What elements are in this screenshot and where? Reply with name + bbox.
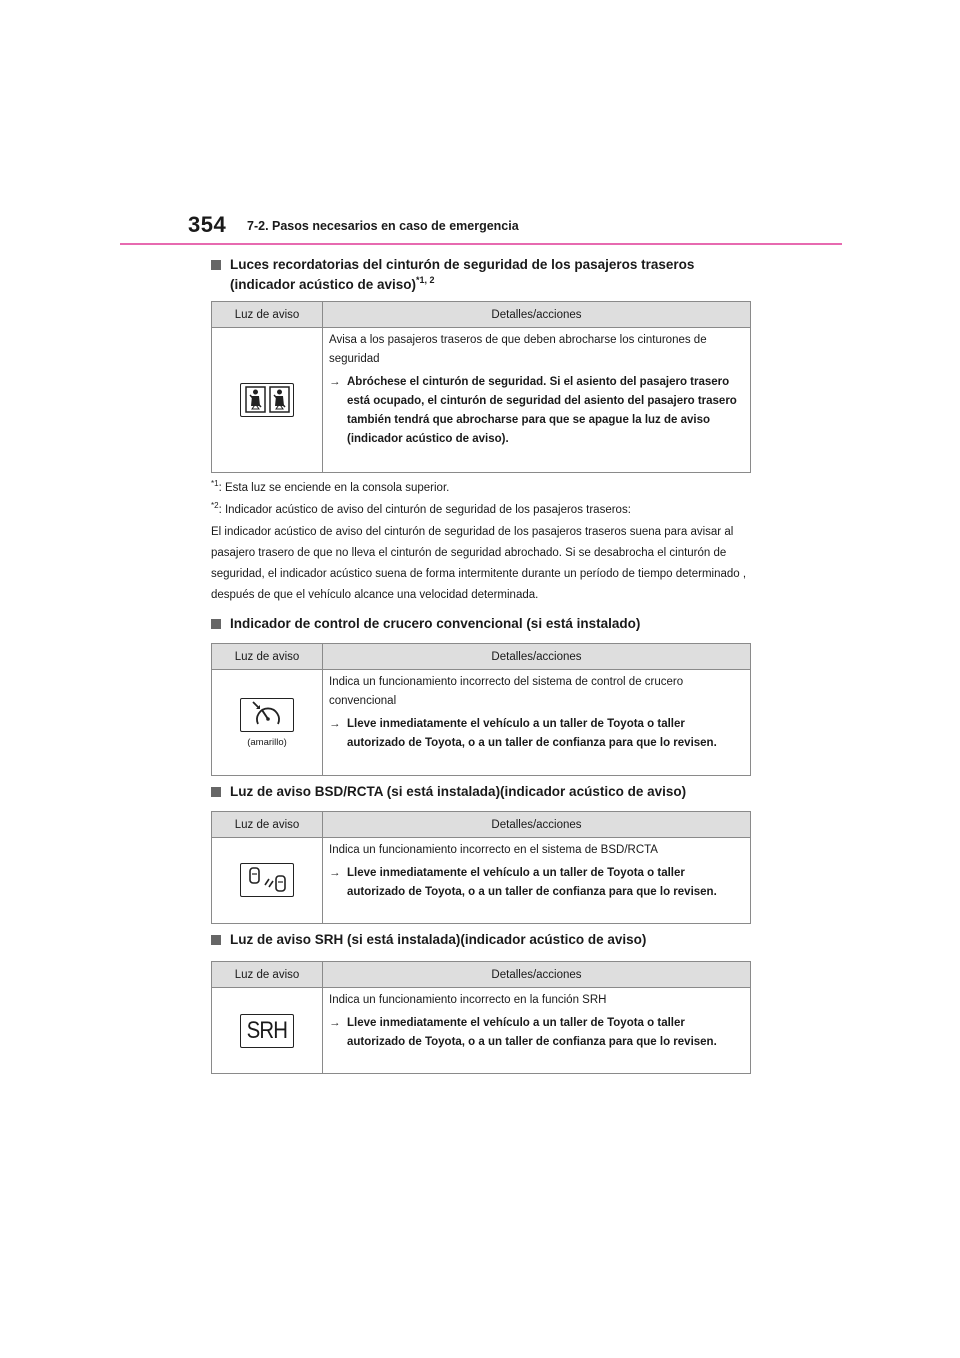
column-header: Detalles/acciones [323,812,751,838]
square-bullet-icon [211,787,221,797]
action-text: Lleve inmediatamente el vehículo a un taller de Toyota o taller autorizado de Toyota, o a un taller de confianza para que lo revisen. [347,718,717,749]
footnote: $^{*1}$: Esta luz se enciende en la consola superior. [211,479,450,494]
footnote: $^{*2}$: Indicador acústico de aviso del cinturón de seguridad de los pasajeros traseros: [211,501,631,516]
chapter-title: 7-2. Pasos necesarios en caso de emergencia [247,219,519,233]
heading-line-1: Luces recordatorias del cinturón de seguridad de los pasajeros traseros [230,257,695,272]
arrow-icon: → [329,867,341,879]
column-header: Detalles/acciones [323,644,751,670]
arrow-icon: → [329,1017,341,1029]
details-cell [323,838,751,924]
page-content [211,255,751,1074]
srh-warning-icon [240,1014,294,1048]
column-header: Luz de aviso [212,644,323,670]
warning-table [211,961,751,1074]
detail-text: Indica un funcionamiento incorrecto en el sistema de BSD/RCTA [329,844,658,856]
icon-cell [212,670,323,776]
heading-line-1: Luz de aviso SRH (si está instalada)(indicador acústico de aviso) [230,932,647,947]
warning-table [211,811,751,924]
footnote-ref: *1, 2 [416,275,435,285]
warning-table [211,301,751,473]
column-header: Luz de aviso [212,962,323,988]
heading-line-2: (indicador acústico de aviso) [230,277,417,292]
details-cell [323,988,751,1074]
srh-icon-label: SRH [246,1016,288,1044]
detail-text: Indica un funcionamiento incorrecto en la función SRH [329,994,607,1006]
square-bullet-icon [211,935,221,945]
detail-text: Indica un funcionamiento incorrecto del sistema de control de crucero convencional [329,676,684,707]
action-item [329,715,744,753]
rear-seatbelt-reminder-icon [240,383,294,417]
icon-cell [212,328,323,473]
warning-table [211,643,751,776]
icon-cell [212,838,323,924]
icon-caption: (amarillo) [247,736,287,748]
action-item [329,373,744,449]
arrow-icon: → [329,376,341,388]
section-heading [211,255,751,295]
heading-line-1: Luz de aviso BSD/RCTA (si está instalada)(indicador acústico de aviso) [230,784,687,799]
section-heading [211,930,751,950]
arrow-icon: → [329,718,341,730]
cruise-control-malfunction-icon [240,698,294,732]
square-bullet-icon [211,260,221,270]
column-header: Luz de aviso [212,812,323,838]
heading-line-1: Indicador de control de crucero convencional (si está instalado) [230,616,641,631]
action-text: Lleve inmediatamente el vehículo a un taller de Toyota o taller autorizado de Toyota, o a un taller de confianza para que lo revisen. [347,867,717,898]
body-paragraph: El indicador acústico de aviso del cinturón de seguridad de los pasajeros traseros suena para avisar al pasajero trasero de que no lleva el cinturón de seguridad abrochado. Si se desabrocha el cinturón de seguridad, el indicador acústico suena de forma intermitente durante un período de tiempo determinado , después de que el vehículo alcance una velocidad determinada. [211,526,747,601]
column-header: Luz de aviso [212,302,323,328]
action-text: Lleve inmediatamente el vehículo a un taller de Toyota o taller autorizado de Toyota, o a un taller de confianza para que lo revisen. [347,1017,717,1048]
square-bullet-icon [211,619,221,629]
column-header: Detalles/acciones [323,962,751,988]
action-item [329,1014,744,1052]
icon-cell [212,988,323,1074]
details-cell [323,328,751,473]
page-number: 354 [188,212,227,237]
action-text: Abróchese el cinturón de seguridad. Si el asiento del pasajero trasero está ocupado, el cinturón de seguridad del asiento del pasajero trasero también tendrá que abrocharse para que se apague la luz de aviso (indicador acústico de aviso). [347,376,737,445]
detail-text: Avisa a los pasajeros traseros de que deben abrocharse los cinturones de seguridad [329,334,707,365]
section-heading [211,782,751,802]
column-header: Detalles/acciones [323,302,751,328]
bsd-rcta-warning-icon [240,863,294,897]
header-divider [120,243,842,245]
details-cell [323,670,751,776]
section-heading [211,614,751,634]
action-item [329,864,744,902]
